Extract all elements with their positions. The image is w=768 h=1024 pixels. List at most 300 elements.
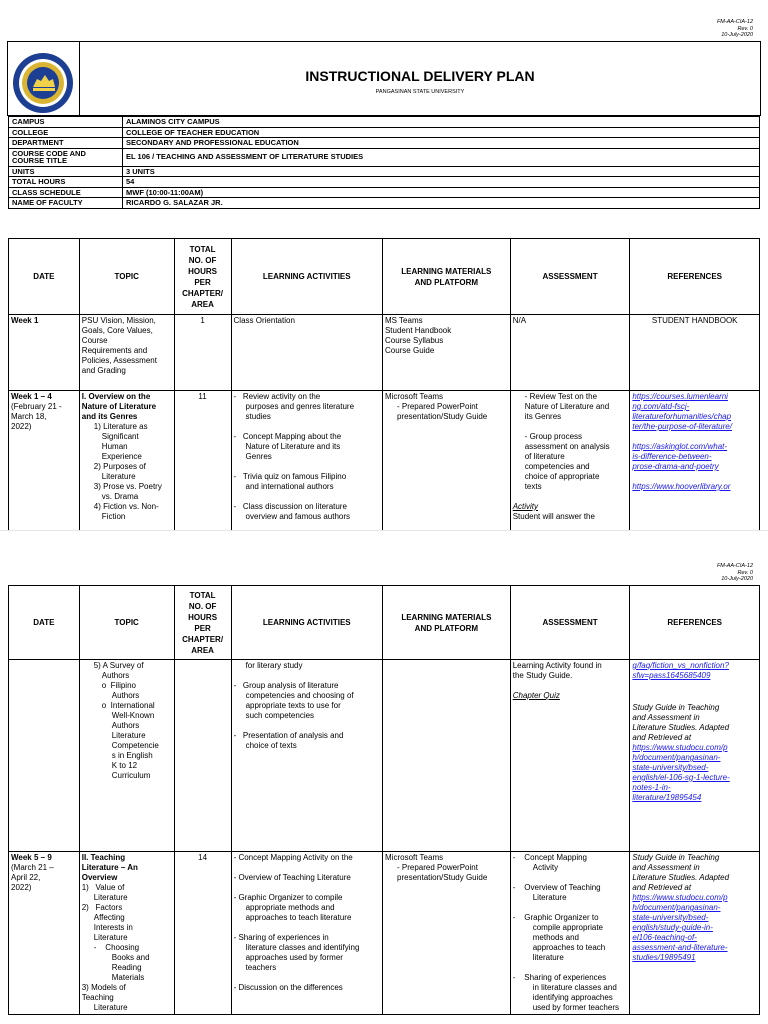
- link-line[interactable]: prose-drama-and-poetry: [632, 462, 719, 471]
- topic-item-line: Human: [101, 442, 128, 451]
- document-title: INSTRUCTIONAL DELIVERY PLAN: [305, 68, 535, 84]
- assessment-cell: N/A: [510, 315, 630, 391]
- item-number: 1): [81, 883, 89, 892]
- topic-title-line: Literature – An: [81, 863, 138, 872]
- topic-cell: [79, 852, 174, 1015]
- info-label: NAME OF FACULTY: [9, 198, 123, 209]
- info-label: DEPARTMENT: [9, 138, 123, 149]
- info-label: CLASS SCHEDULE: [9, 187, 123, 198]
- column-header-topic: TOPIC: [79, 239, 174, 315]
- date-range-line: (February 21 -: [11, 402, 62, 411]
- topic-line: PSU Vision, Mission,: [81, 316, 156, 325]
- link-line[interactable]: english/el-106-sg-1-lecture-: [632, 773, 730, 782]
- activity-label: Activity: [512, 502, 539, 511]
- header-line: LEARNING MATERIALS: [401, 266, 492, 276]
- reference-link[interactable]: [632, 661, 757, 681]
- item-text: Prose vs. Poetry: [103, 482, 162, 491]
- topic-item-line: vs. Drama: [101, 492, 139, 501]
- topic-sub-line: Authors: [111, 721, 140, 730]
- info-value: ALAMINOS CITY CAMPUS: [123, 117, 760, 128]
- topic-item: [82, 983, 172, 993]
- info-label: UNITS: [9, 166, 123, 177]
- header-line: PER: [194, 277, 211, 287]
- info-value: MWF (10:00-11:00AM): [123, 187, 760, 198]
- topic-cell: [79, 315, 174, 391]
- topic-title-line: and its Genres: [81, 412, 138, 421]
- info-label: COLLEGE: [9, 127, 123, 138]
- info-row: [9, 177, 760, 188]
- column-header-references: REFERENCES: [630, 586, 760, 660]
- topic-cell: [79, 391, 174, 531]
- header-line: CHAPTER/: [182, 634, 224, 644]
- delivery-plan-table-page-2: [8, 585, 760, 1015]
- assessment-line: of literature: [524, 452, 565, 461]
- table-row-week-5-9: [9, 852, 760, 1015]
- column-header-hours: [174, 586, 231, 660]
- hours-cell: 11: [174, 391, 231, 531]
- info-value: 3 UNITS: [123, 166, 760, 177]
- column-header-assessment: ASSESSMENT: [510, 239, 630, 315]
- topic-title-line: II. Teaching: [81, 853, 126, 862]
- activity-text: Concept Mapping about the: [242, 432, 342, 441]
- form-code-rev: Rev. 0: [737, 569, 753, 576]
- topic-item: [82, 482, 172, 492]
- topic-item: [82, 903, 172, 913]
- activity-line: - Overview of Teaching Literature: [233, 873, 351, 882]
- form-code-date: 10-July-2020: [721, 32, 753, 38]
- date-cell: [9, 852, 80, 1015]
- topic-sub-line: Reading: [111, 963, 142, 972]
- column-header-references: REFERENCES: [630, 239, 760, 315]
- info-row: [9, 198, 760, 209]
- activity-text: Class discussion on literature: [242, 502, 347, 511]
- topic-item-line: Literature: [93, 1003, 128, 1012]
- link-line[interactable]: https://www.studocu.com/p: [632, 893, 728, 902]
- form-code: [717, 19, 753, 39]
- column-header-activities: LEARNING ACTIVITIES: [231, 586, 382, 660]
- assessment-line: used by former teachers: [532, 1003, 619, 1012]
- material-line: - Prepared PowerPoint: [397, 863, 478, 872]
- material-title: Microsoft Teams: [385, 853, 444, 862]
- item-number: 5): [93, 661, 101, 670]
- assessment-line: - Group process: [524, 432, 583, 441]
- activity-item: [234, 472, 380, 492]
- header-line: HOURS: [188, 612, 218, 622]
- activity-item: [234, 681, 380, 721]
- assessment-line: - Concept Mapping: [512, 853, 588, 862]
- activity-item: [234, 893, 380, 923]
- link-line[interactable]: el106-teaching-of-: [632, 933, 697, 942]
- topic-item-line: Authors: [101, 671, 130, 680]
- info-row: [9, 166, 760, 177]
- topic-item-line: Teaching: [81, 993, 114, 1002]
- assessment-line: Nature of Literature and: [524, 402, 610, 411]
- week-label: Week 5 – 9: [11, 853, 52, 862]
- info-label: COURSE CODE AND COURSE TITLE: [9, 148, 123, 166]
- activity-line: - Concept Mapping Activity on the: [233, 853, 353, 862]
- header-line: AND PLATFORM: [414, 277, 479, 287]
- logo-cell: [8, 42, 80, 115]
- document-header: [7, 41, 761, 116]
- column-header-assessment: ASSESSMENT: [510, 586, 630, 660]
- assessment-cell: [510, 852, 630, 1015]
- assessment-line: assessment on analysis: [524, 442, 610, 451]
- column-header-materials: [383, 586, 511, 660]
- reference-text: Literature Studies. Adapted: [632, 723, 730, 732]
- topic-item-line: Interests in: [93, 923, 133, 932]
- topic-line: Goals, Core Values,: [81, 326, 153, 335]
- link-line[interactable]: is-difference-between-: [632, 452, 712, 461]
- link-line[interactable]: state-university/bsed-: [632, 913, 709, 922]
- info-row: [9, 138, 760, 149]
- delivery-plan-table-page-1: [8, 238, 760, 531]
- topic-sub-line: Materials: [111, 973, 145, 982]
- assessment-line: competencies and: [524, 462, 590, 471]
- material-line: Course Guide: [384, 346, 435, 355]
- date-range-line: April 22,: [11, 873, 41, 882]
- assessment-line: - Sharing of experiences: [512, 973, 607, 982]
- item-text: Value of: [95, 883, 125, 892]
- date-range-line: 2022): [11, 883, 32, 892]
- topic-sub-line: Competencie: [111, 741, 159, 750]
- reference-text: and Retrieved at: [632, 883, 692, 892]
- references-cell: [630, 391, 760, 531]
- topic-line: Requirements and: [81, 346, 148, 355]
- dash: -: [93, 943, 97, 952]
- assessment-cell: [510, 660, 630, 852]
- date-cell: Week 1: [9, 315, 80, 391]
- activity-item: [234, 933, 380, 973]
- link-line[interactable]: https://courses.lumenlearni: [632, 392, 728, 401]
- column-header-row: [9, 586, 760, 660]
- hours-cell: [174, 660, 231, 852]
- info-row: [9, 187, 760, 198]
- topic-sub-line: Well-Known: [111, 711, 155, 720]
- column-header-date: DATE: [9, 586, 80, 660]
- reference-link[interactable]: https://www.hooverlibrary.or: [632, 482, 731, 491]
- assessment-line: texts: [524, 482, 542, 491]
- column-header-hours: [174, 239, 231, 315]
- date-cell: [9, 391, 80, 531]
- activity-line: overview and famous authors: [245, 512, 351, 521]
- activity-line: literature classes and identifying: [245, 943, 360, 952]
- reference-text: Study Guide in Teaching: [632, 703, 720, 712]
- reference-text: and Retrieved at: [632, 733, 692, 742]
- item-number: 2): [81, 903, 89, 912]
- topic-item-line: Literature: [101, 472, 136, 481]
- references-cell: [630, 660, 760, 852]
- activity-line: approaches to teach literature: [245, 913, 352, 922]
- item-text: Factors: [95, 903, 123, 912]
- topic-item: [82, 462, 172, 472]
- material-line: Student Handbook: [384, 326, 452, 335]
- topic-sub-item: [82, 943, 172, 953]
- item-number: 3): [93, 482, 101, 491]
- item-text: Literature as: [103, 422, 148, 431]
- activity-line: - Group analysis of literature: [233, 681, 339, 690]
- form-code-number: FM-AA-CIA-12: [716, 19, 753, 25]
- activity-text: Group analysis of literature: [242, 681, 339, 690]
- header-line: TOTAL: [189, 244, 216, 254]
- topic-sub-line: Curriculum: [111, 771, 151, 780]
- column-header-activities: LEARNING ACTIVITIES: [231, 239, 382, 315]
- topic-line: Policies, Assessment: [81, 356, 157, 365]
- assessment-line: - Graphic Organizer to: [512, 913, 599, 922]
- chapter-quiz-label: Chapter Quiz: [512, 691, 560, 700]
- topic-sub-line: K to 12: [111, 761, 138, 770]
- materials-cell: [382, 391, 510, 531]
- activity-line: - Discussion on the differences: [233, 983, 343, 992]
- activity-line: - Trivia quiz on famous Filipino: [233, 472, 347, 481]
- form-code-number: FM-AA-CIA-12: [716, 563, 753, 569]
- topic-sub-line: Books and: [111, 953, 150, 962]
- info-value: 54: [123, 177, 760, 188]
- form-code-rev: Rev. 0: [737, 25, 753, 32]
- topic-sub-line: Authors: [111, 691, 140, 700]
- university-name: PANGASINAN STATE UNIVERSITY: [375, 89, 465, 95]
- bullet: o: [101, 681, 107, 690]
- header-line: AREA: [191, 645, 214, 655]
- link-line[interactable]: https://askinglot.com/what-: [632, 442, 728, 451]
- assessment-line: identifying approaches: [532, 993, 613, 1002]
- assessment-item: [513, 883, 628, 903]
- topic-item: [82, 502, 172, 512]
- header-line: NO. OF: [188, 255, 217, 265]
- topic-title-line: Overview: [81, 873, 118, 882]
- reference-text: Literature Studies. Adapted: [632, 873, 730, 882]
- link-line[interactable]: ter/the-purpose-of-literature/: [632, 422, 732, 431]
- topic-item: [82, 422, 172, 432]
- sub-text: International: [110, 701, 155, 710]
- link-line[interactable]: notes-1-in-: [632, 783, 671, 792]
- material-line: presentation/Study Guide: [397, 873, 488, 882]
- reference-text: and Assessment in: [632, 713, 700, 722]
- info-row: [9, 148, 760, 166]
- info-value: COLLEGE OF TEACHER EDUCATION: [123, 127, 760, 138]
- material-line: - Prepared PowerPoint: [396, 402, 478, 411]
- item-text: A Survey of: [102, 661, 144, 670]
- topic-sub-item: [82, 681, 172, 691]
- assessment-line: - Overview of Teaching: [512, 883, 601, 892]
- info-value: EL 106 / TEACHING AND ASSESSMENT OF LITERATURE STUDIES: [123, 148, 760, 166]
- activity-line: - Class discussion on literature: [233, 502, 347, 511]
- course-info-table: [8, 116, 760, 209]
- assessment-text: Overview of Teaching: [524, 883, 601, 892]
- item-number: 2): [93, 462, 101, 471]
- week-label: Week 1 – 4: [11, 392, 52, 401]
- assessment-text: Sharing of experiences: [524, 973, 607, 982]
- table-row-week-1: [9, 315, 760, 391]
- page-break: [0, 530, 768, 559]
- sub-text: Choosing: [105, 943, 140, 952]
- topic-cell: [79, 660, 174, 852]
- activity-line: appropriate methods and: [245, 903, 335, 912]
- link-line[interactable]: g/faq/fiction_vs_nonfiction?: [632, 661, 729, 670]
- topic-item: [82, 661, 172, 671]
- column-header-topic: TOPIC: [79, 586, 174, 660]
- assessment-line: the Study Guide.: [512, 671, 573, 680]
- header-line: LEARNING MATERIALS: [401, 612, 492, 622]
- header-line: AREA: [191, 299, 214, 309]
- info-row: [9, 127, 760, 138]
- topic-line: and Grading: [81, 366, 126, 375]
- activity-line: competencies and choosing of: [245, 691, 354, 700]
- assessment-line: choice of appropriate: [524, 472, 600, 481]
- item-number: 1): [93, 422, 101, 431]
- form-code-date: 10-July-2020: [721, 576, 753, 582]
- activity-line: for literary study: [245, 661, 303, 670]
- activity-item: [234, 392, 380, 422]
- activities-cell: [231, 391, 382, 531]
- column-header-date: DATE: [9, 239, 80, 315]
- assessment-line: literature: [532, 953, 564, 962]
- references-cell: [630, 852, 760, 1015]
- info-label: TOTAL HOURS: [9, 177, 123, 188]
- material-line: MS Teams: [384, 316, 423, 325]
- activity-line: - Presentation of analysis and: [233, 731, 344, 740]
- sub-text: Filipino: [110, 681, 136, 690]
- info-row: [9, 117, 760, 128]
- activity-line: Nature of Literature and its: [245, 442, 341, 451]
- topic-sub-item: [82, 701, 172, 711]
- link-line[interactable]: studies/19895491: [632, 953, 696, 962]
- activity-line: - Sharing of experiences in: [233, 933, 329, 942]
- topic-line: Course: [81, 336, 108, 345]
- activity-line: Genres: [245, 452, 272, 461]
- activity-line: such competencies: [245, 711, 315, 720]
- item-number: 4): [93, 502, 101, 511]
- link-line[interactable]: literatureforhumanities/chap: [632, 412, 732, 421]
- header-line: HOURS: [188, 266, 218, 276]
- link-line[interactable]: ng.com/atd-fscj-: [632, 402, 690, 411]
- topic-item-line: Affecting: [93, 913, 125, 922]
- assessment-cell: [510, 391, 630, 531]
- header-line: PER: [194, 623, 211, 633]
- header-line: CHAPTER/: [182, 288, 224, 298]
- reference-link[interactable]: [632, 392, 757, 432]
- assessment-line: Learning Activity found in: [512, 661, 602, 670]
- assessment-item: [513, 392, 628, 422]
- assessment-item: [513, 853, 628, 873]
- assessment-text: Graphic Organizer to: [524, 913, 599, 922]
- topic-item-line: Significant: [101, 432, 139, 441]
- info-label: CAMPUS: [9, 117, 123, 128]
- link-line[interactable]: h/document/pangasinan-: [632, 903, 721, 912]
- activity-text: Presentation of analysis and: [242, 731, 344, 740]
- info-value: SECONDARY AND PROFESSIONAL EDUCATION: [123, 138, 760, 149]
- item-text: Fiction vs. Non-: [103, 502, 159, 511]
- column-header-materials: [382, 239, 510, 315]
- topic-item: [82, 883, 172, 893]
- activity-line: approaches used by former: [245, 953, 343, 962]
- table-row-week-1-4: [9, 391, 760, 531]
- assessment-line: methods and: [532, 933, 579, 942]
- date-range-line: 2022): [11, 422, 32, 431]
- references-cell: STUDENT HANDBOOK: [630, 315, 760, 391]
- hours-cell: 1: [174, 315, 231, 391]
- topic-item-line: Experience: [101, 452, 142, 461]
- assessment-item: [513, 432, 628, 492]
- assessment-line: - Review Test on the: [524, 392, 598, 401]
- materials-cell: [383, 852, 511, 1015]
- date-cell: [9, 660, 80, 852]
- header-line: TOTAL: [189, 590, 216, 600]
- reference-text: Study Guide in Teaching: [632, 853, 720, 862]
- link-line[interactable]: english/study-guide-in-: [632, 923, 713, 932]
- topic-title-line: Nature of Literature: [81, 402, 157, 411]
- assessment-line: in literature classes and: [532, 983, 617, 992]
- activity-line: appropriate texts to use for: [245, 701, 341, 710]
- link-line[interactable]: assessment-and-literature-: [632, 943, 728, 952]
- reference-text: and Assessment in: [632, 863, 700, 872]
- link-line[interactable]: sfw=pass1645685409: [632, 671, 711, 680]
- activity-line: - Concept Mapping about the: [233, 432, 342, 441]
- material-line: presentation/Study Guide: [396, 412, 488, 421]
- header-line: NO. OF: [188, 601, 217, 611]
- assessment-line: Student will answer the: [512, 512, 595, 521]
- activity-line: choice of texts: [245, 741, 297, 750]
- assessment-line: its Genres: [524, 412, 562, 421]
- material-title: Microsoft Teams: [384, 392, 444, 401]
- topic-item-line: Fiction: [101, 512, 126, 521]
- assessment-line: compile appropriate: [532, 923, 603, 932]
- link-line[interactable]: literature/19895454: [632, 793, 702, 802]
- bullet: o: [101, 701, 107, 710]
- hours-cell: 14: [174, 852, 231, 1015]
- header-line: AND PLATFORM: [414, 623, 479, 633]
- activity-text: Trivia quiz on famous Filipino: [242, 472, 347, 481]
- topic-sub-line: s in English: [111, 751, 153, 760]
- item-number: 3): [81, 983, 89, 992]
- table-row-continued: [9, 660, 760, 852]
- activity-line: studies: [245, 412, 271, 421]
- activities-cell: [231, 660, 382, 852]
- item-text: Purposes of: [103, 462, 146, 471]
- activity-text: Review activity on the: [242, 392, 321, 401]
- topic-title-line: I. Overview on the: [81, 392, 151, 401]
- assessment-line: Activity: [532, 863, 559, 872]
- assessment-text: Concept Mapping: [524, 853, 588, 862]
- topic-item-line: Literature: [93, 933, 128, 942]
- info-value: RICARDO G. SALAZAR JR.: [123, 198, 760, 209]
- topic-sub-line: Literature: [111, 731, 146, 740]
- university-seal-logo: [11, 51, 75, 115]
- link-line[interactable]: state-university/bsed-: [632, 763, 709, 772]
- activity-line: teachers: [245, 963, 277, 972]
- material-line: Course Syllabus: [384, 336, 444, 345]
- activity-item: [234, 432, 380, 462]
- item-text: Models of: [91, 983, 126, 992]
- activity-line: - Review activity on the: [233, 392, 321, 401]
- materials-cell: [382, 315, 510, 391]
- assessment-item: [513, 913, 628, 963]
- activity-line: purposes and genres literature: [245, 402, 355, 411]
- activity-line: - Graphic Organizer to compile: [233, 893, 343, 902]
- link-line[interactable]: https://www.studocu.com/p: [632, 743, 728, 752]
- reference-link[interactable]: [632, 442, 757, 472]
- activities-cell: Class Orientation: [231, 315, 382, 391]
- activity-line: and international authors: [245, 482, 334, 491]
- materials-cell: [383, 660, 511, 852]
- link-line[interactable]: h/document/pangasinan-: [632, 753, 721, 762]
- assessment-line: Literature: [532, 893, 567, 902]
- topic-item-line: Literature: [93, 893, 128, 902]
- form-code-page-2: [717, 563, 753, 583]
- column-header-row: [9, 239, 760, 315]
- assessment-line: approaches to teach: [532, 943, 606, 952]
- date-range-line: (March 21 –: [11, 863, 54, 872]
- activities-cell: [231, 852, 382, 1015]
